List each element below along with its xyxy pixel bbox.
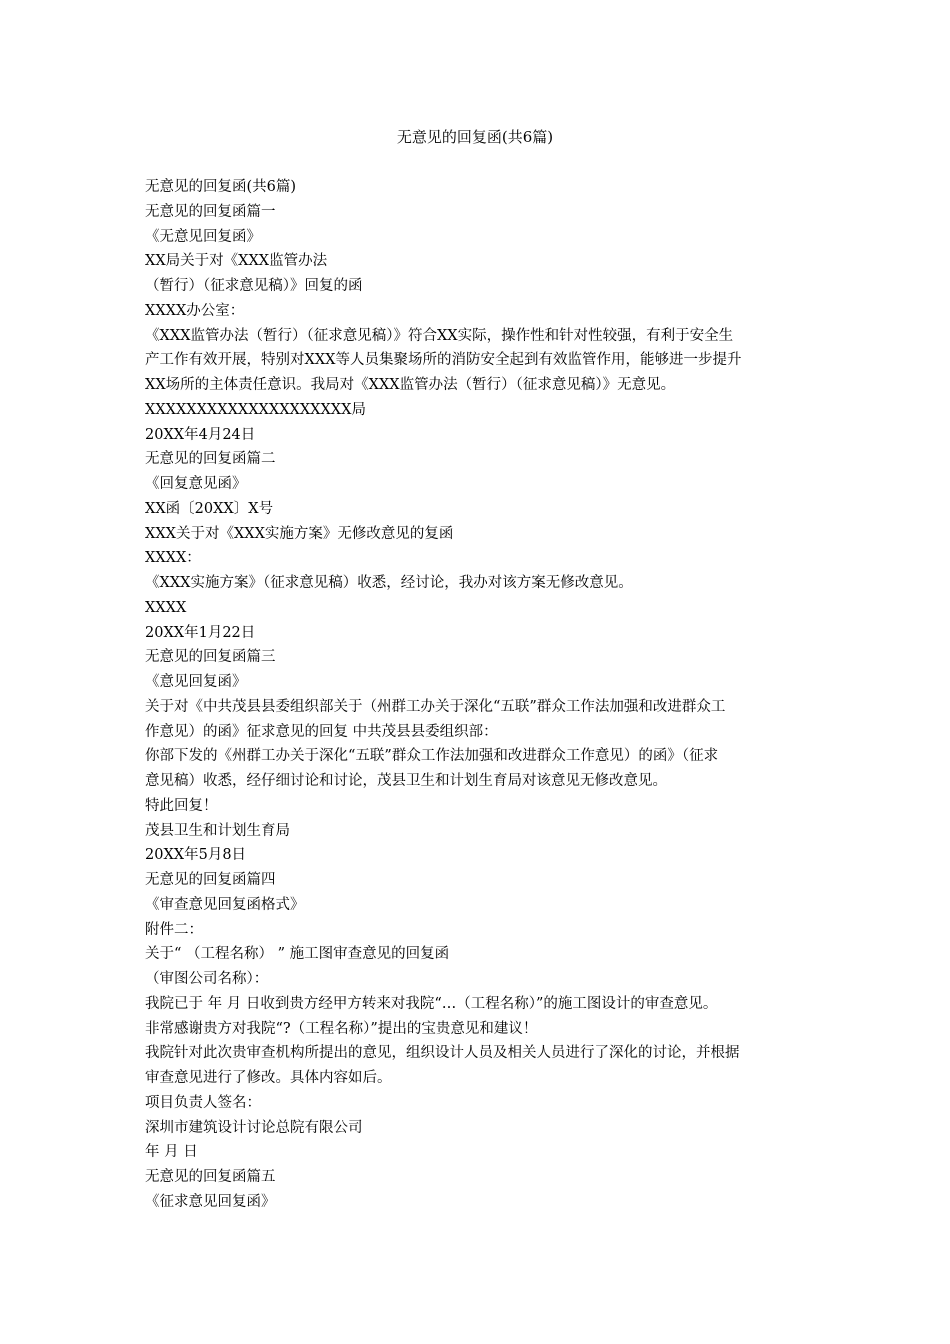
text-line: 《XXX监管办法（暂行）（征求意见稿）》符合XX实际，操作性和针对性较强，有利于安全生 [145,327,734,344]
text-line: 《意见回复函》 [145,674,247,690]
text-line: 意见稿）收悉，经仔细讨论和讨论，茂县卫生和计划生育局对该意见无修改意见。 [145,773,667,789]
text-line: 关于“ （工程名称） ” 施工图审查意见的回复函 [145,946,450,963]
text-line: 《回复意见函》 [145,476,247,492]
text-line: 《征求意见回复函》 [145,1193,276,1210]
text-line: 《审查意见回复函格式》 [145,896,305,913]
text-line: XX局关于对《XXX监管办法 [145,253,328,270]
text-line: （暂行）（征求意见稿）》回复的函 [145,278,363,294]
text-line: 年 月 日 [145,1144,198,1161]
text-line: 无意见的回复函篇一 [145,203,276,220]
text-line: XXXX： [145,550,201,567]
text-line: XXXX办公室： [145,302,245,319]
text-line: XXX关于对《XXX实施方案》无修改意见的复函 [145,525,454,542]
text-line: 无意见的回复函篇四 [145,872,276,888]
text-line: XXXX [145,599,187,616]
document-title: 无意见的回复函(共6篇) [396,128,554,146]
text-line: 《XXX实施方案》（征求意见稿）收悉，经讨论，我办对该方案无修改意见。 [145,575,633,591]
text-line: 非常感谢贵方对我院“?（工程名称）”提出的宝贵意见和建议！ [145,1020,538,1037]
text-line: XX函〔20XX〕X号 [145,500,274,517]
text-line: 项目负责人签名： [145,1094,261,1111]
text-line: 产工作有效开展，特别对XXX等人员集聚场所的消防安全起到有效监管作用，能够进一步提升 [145,352,742,369]
text-line: 深圳市建筑设计讨论总院有限公司 [145,1119,363,1136]
document-body [145,175,810,1215]
text-line: 无意见的回复函(共6篇) [145,179,297,195]
text-line: 无意见的回复函篇二 [145,451,276,468]
text-line: 《无意见回复函》 [145,228,261,245]
text-line: 20XX年4月24日 [145,426,256,443]
text-line: 你部下发的《州群工办关于深化“五联”群众工作法加强和改进群众工作意见）的函》（征求 [145,748,719,765]
text-line: 无意见的回复函篇五 [145,1169,276,1185]
text-line: 附件二： [145,921,203,938]
text-line: 特此回复！ [145,797,218,814]
text-line: 茂县卫生和计划生育局 [145,822,290,839]
text-line: 无意见的回复函篇三 [145,649,276,666]
text-line: 关于对《中共茂县县委组织部关于（州群工办关于深化“五联”群众工作法加强和改进群众工 [145,698,726,715]
text-line: XX场所的主体责任意识。我局对《XXX监管办法（暂行）（征求意见稿）》无意见。 [145,377,676,393]
text-line: 20XX年5月8日 [145,847,247,864]
text-line: 审查意见进行了修改。具体内容如后。 [145,1070,392,1086]
text-line: 我院已于 年 月 日收到贵方经甲方转来对我院“…（工程名称）”的施工图设计的审查意见。 [145,995,718,1012]
text-line: 我院针对此次贵审查机构所提出的意见，组织设计人员及相关人员进行了深化的讨论，并根据 [145,1045,740,1062]
text-line: 作意见）的函》征求意见的回复 中共茂县县委组织部： [145,723,498,740]
text-line: 20XX年1月22日 [145,624,256,641]
text-line: （审图公司名称）： [145,971,269,987]
text-line: XXXXXXXXXXXXXXXXXXXX局 [145,401,366,418]
